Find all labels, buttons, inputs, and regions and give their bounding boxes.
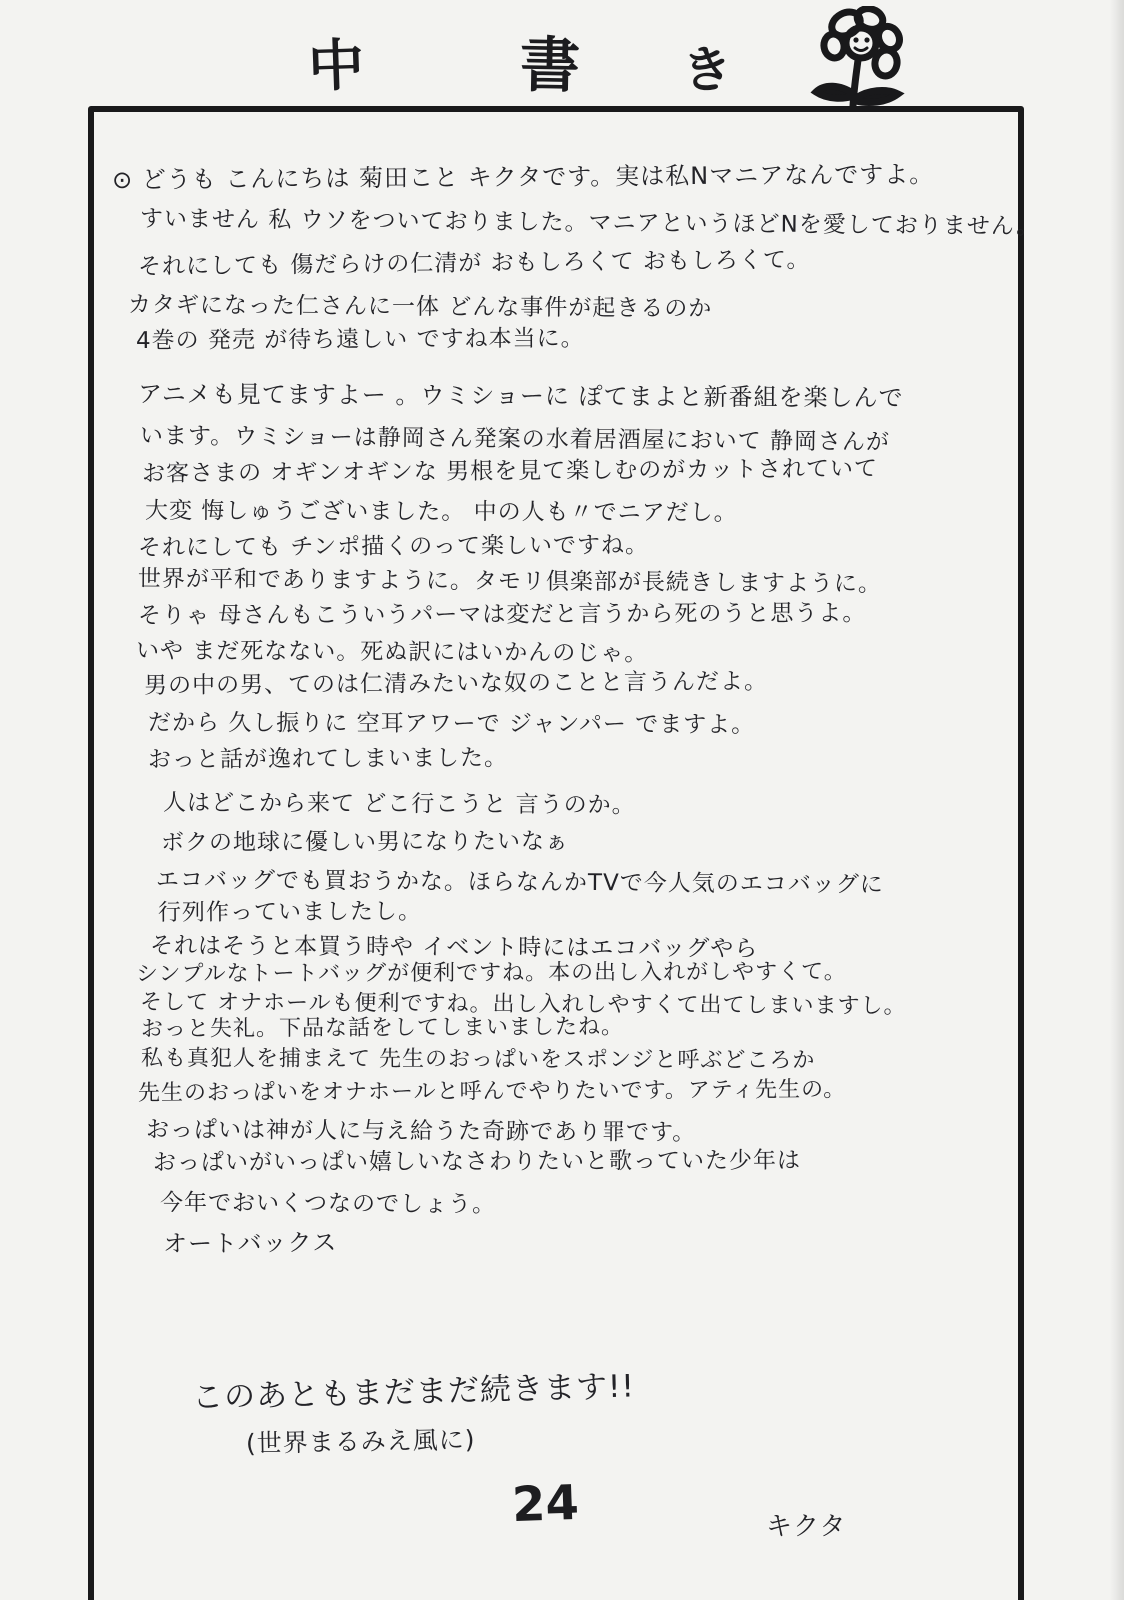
handwritten-line: 今年でおいくつなのでしょう。 bbox=[159, 1190, 497, 1218]
flower-doodle-icon bbox=[806, 6, 916, 110]
title-char-ki: き bbox=[680, 39, 734, 101]
handwritten-line: おっぱいは神が人に与え給うた奇跡であり罪です。 bbox=[145, 1117, 697, 1146]
handwritten-line: おっと失礼。下品な話をしてしまいましたね。 bbox=[140, 1014, 625, 1042]
handwritten-line: お客さまの オギンオギンな 男根を見て楽しむのがカットされていて bbox=[141, 455, 879, 487]
handwritten-line: それにしても 傷だらけの仁清が おもしろくて おもしろくて。 bbox=[137, 246, 811, 280]
signature: キクタ bbox=[766, 1512, 847, 1542]
scan-shadow bbox=[1110, 0, 1124, 1600]
handwritten-line: だから 久し振りに 空耳アワーで ジャンパー でますよ。 bbox=[147, 710, 756, 739]
handwritten-line: エコバッグでも買おうかな。ほらなんかTVで今人気のエコバッグに bbox=[155, 867, 884, 899]
handwritten-line: 男の中の男、てのは仁清みたいな奴のことと言うんだよ。 bbox=[143, 668, 769, 699]
page-number: 24 bbox=[511, 1474, 580, 1534]
handwritten-line: 4巻の 発売 が待ち遠しい ですね本当に。 bbox=[135, 325, 585, 354]
handwritten-line: おっぱいがいっぱい嬉しいなさわりたいと歌っていた少年は bbox=[152, 1147, 802, 1176]
handwritten-line: 先生のおっぱいをオナホールと呼んでやりたいです。アティ先生の。 bbox=[137, 1077, 847, 1106]
handwritten-line: いや まだ死なない。死ぬ訳にはいかんのじゃ。 bbox=[135, 638, 649, 667]
handwritten-line: オートバックス bbox=[162, 1228, 338, 1258]
title-char-naka: 中 bbox=[307, 33, 366, 100]
handwritten-line: アニメも見てますよー 。ウミショーに ぽてまよと新番組を楽しんで bbox=[137, 380, 904, 413]
handwritten-line: それにしても チンポ描くのって楽しいですね。 bbox=[137, 532, 650, 561]
closing-note-line: このあともまだまだ続きます!! bbox=[191, 1368, 636, 1416]
title-char-kaki: 書 bbox=[519, 30, 581, 102]
handwritten-line: シンプルなトートバッグが便利ですね。本の出し入れがしやすくて。 bbox=[135, 959, 847, 987]
handwritten-line: ボクの地球に優しい男になりたいなぁ bbox=[160, 828, 570, 856]
handwritten-line: そりゃ 母さんもこういうパーマは変だと言うから死のうと思うよ。 bbox=[137, 600, 867, 629]
handwritten-line: 大変 悔しゅうございました。 中の人も〃でニアだし。 bbox=[144, 498, 738, 527]
handwritten-line: そして オナホールも便利ですね。出し入れしやすくて出てしまいますし。 bbox=[139, 990, 907, 1020]
handwritten-line: います。ウミショーは静岡さん発案の水着居酒屋において 静岡さんが bbox=[139, 423, 891, 456]
handwritten-line: ⊙ どうも こんにちは 菊田こと キクタです。実は私Nマニアなんですよ。 bbox=[111, 160, 935, 194]
handwritten-line: それはそうと本買う時や イベント時にはエコバッグやら bbox=[149, 933, 759, 963]
handwritten-line: 私も真犯人を捕まえて 先生のおっぱいをスポンジと呼ぶどころか bbox=[140, 1046, 816, 1074]
handwritten-line: 世界が平和でありますように。タモリ倶楽部が長続きしますように。 bbox=[137, 566, 883, 598]
handwritten-line: カタギになった仁さんに一体 どんな事件が起きるのか bbox=[127, 292, 713, 323]
closing-note-line: (世界まるみえ風に) bbox=[245, 1424, 476, 1458]
handwritten-line: 行列作っていましたし。 bbox=[157, 898, 423, 926]
handwritten-line: すいません 私 ウソをついておりました。マニアというほどNを愛しておりません。 bbox=[139, 206, 1041, 240]
handwritten-line: 人はどこから来て どこ行こうと 言うのか。 bbox=[162, 790, 636, 819]
handwritten-line: おっと話が逸れてしまいました。 bbox=[147, 745, 509, 773]
